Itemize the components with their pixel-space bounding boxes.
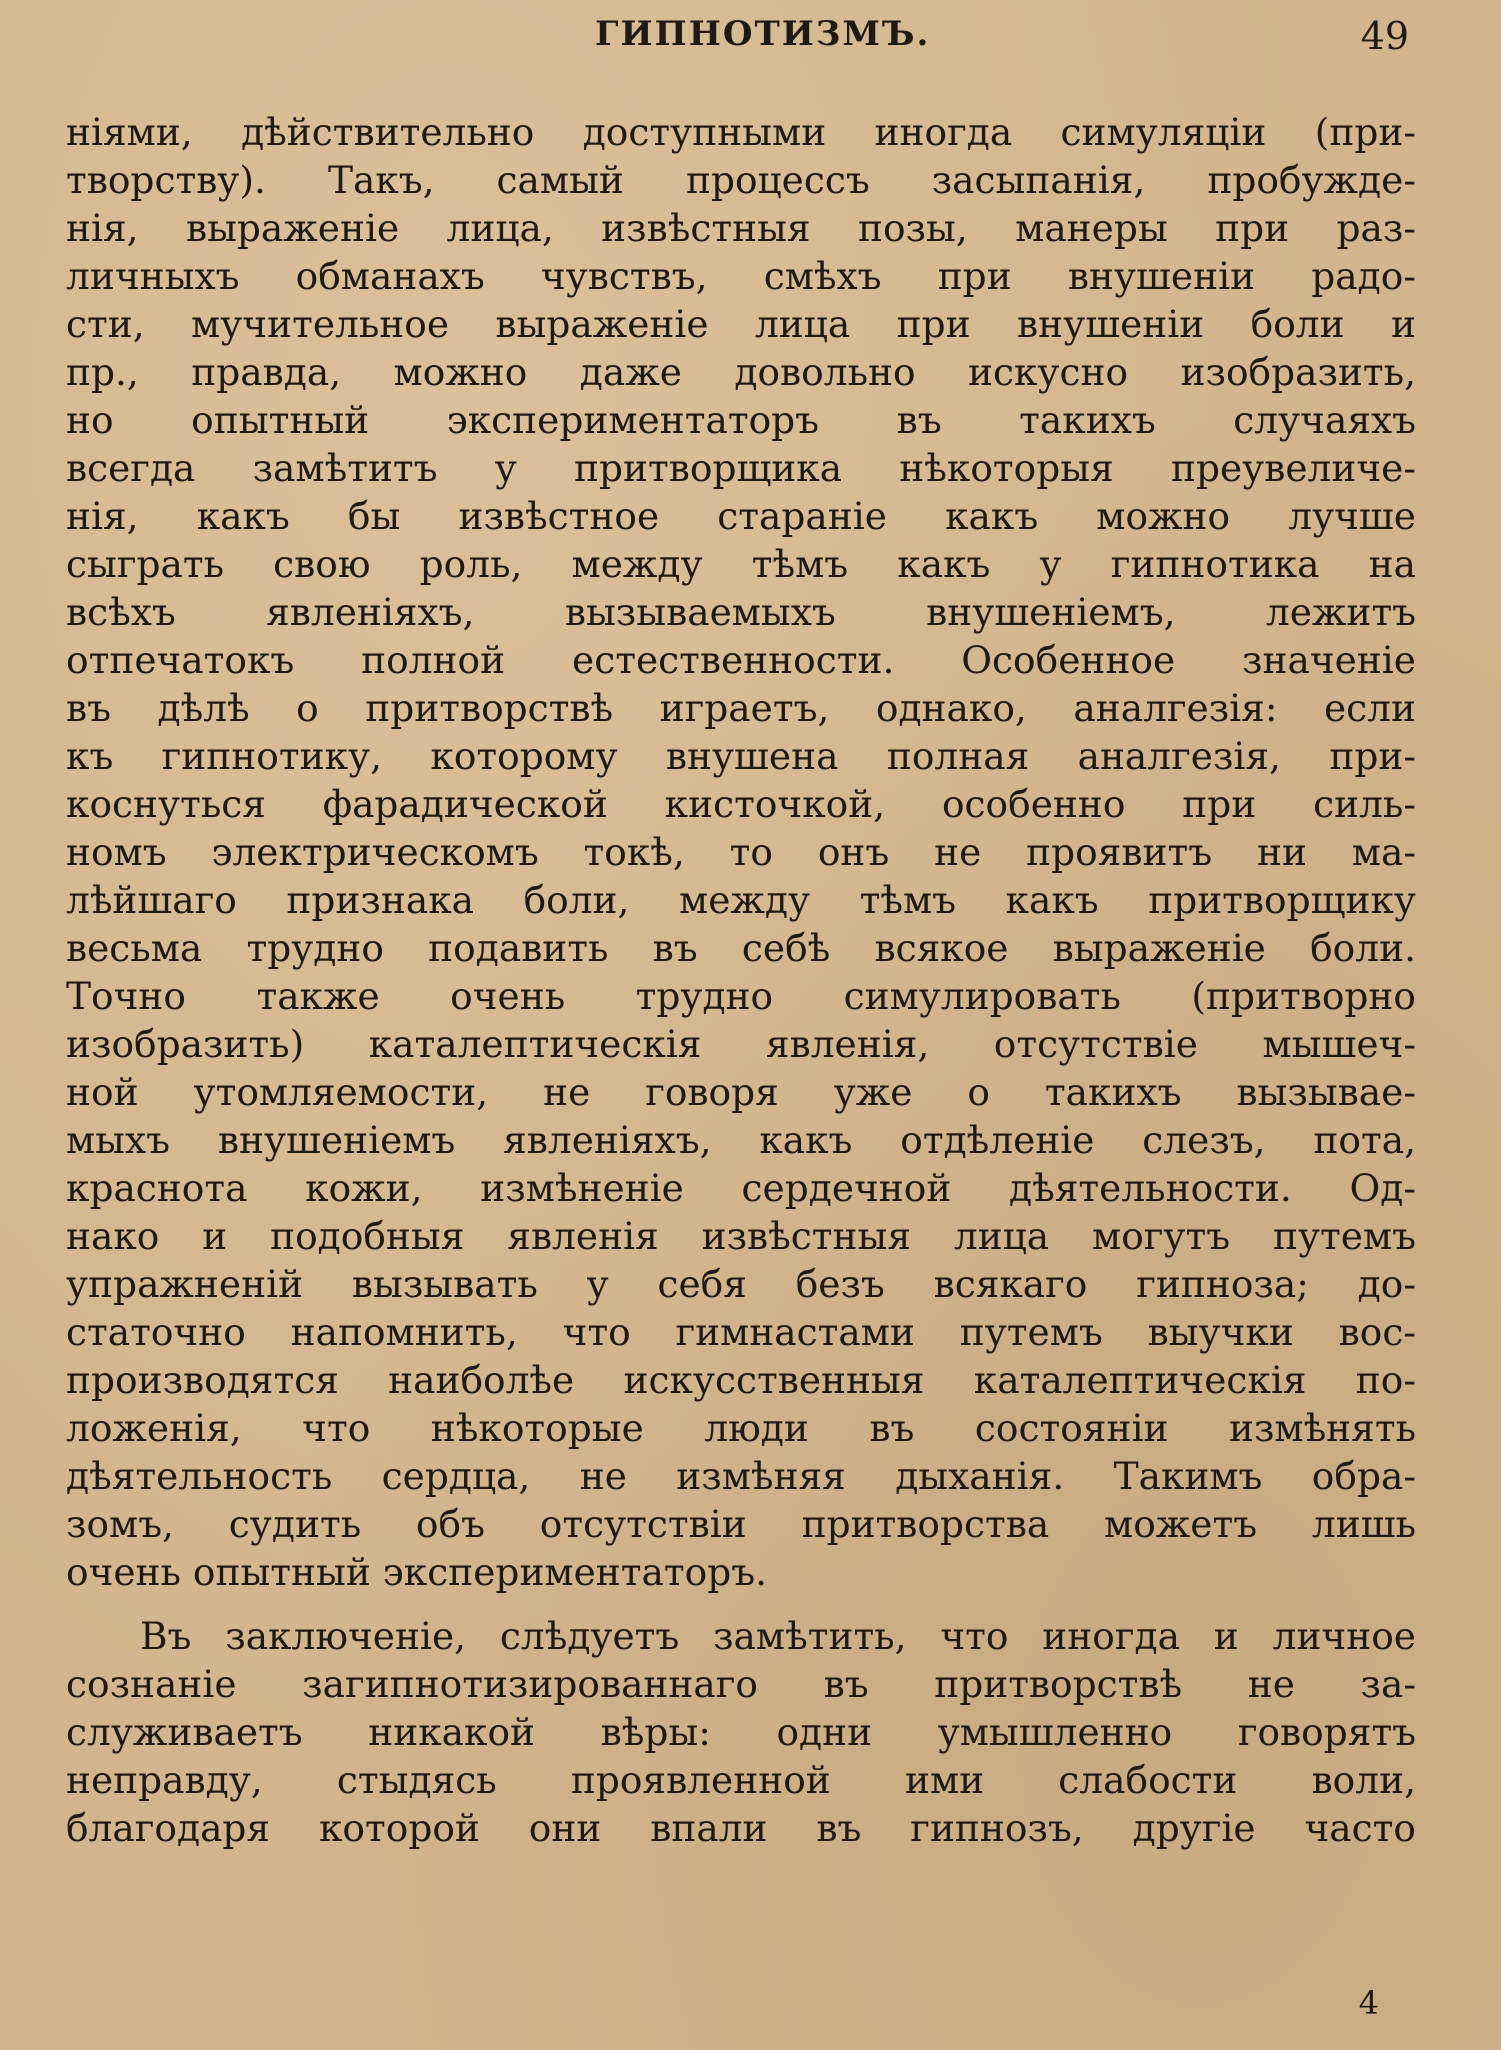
text-line: лѣйшаго признака боли, между тѣмъ какъ притворщику bbox=[66, 878, 1416, 922]
text-line: всѣхъ явленіяхъ, вызываемыхъ внушеніемъ, лежитъ bbox=[66, 590, 1416, 634]
text-line: всегда замѣтитъ у притворщика нѣкоторыя преувеличе- bbox=[66, 446, 1416, 490]
text-line: ніями, дѣйствительно доступными иногда симуляціи (при- bbox=[66, 110, 1416, 154]
main-text bbox=[66, 108, 1416, 1852]
text-line: пр., правда, можно даже довольно искусно изобразить, bbox=[66, 350, 1416, 394]
text-line: неправду, стыдясь проявленной ими слабости воли, bbox=[66, 1758, 1416, 1802]
text-line: сознаніе загипнотизированнаго въ притворствѣ не за- bbox=[66, 1662, 1416, 1706]
text-line: личныхъ обманахъ чувствъ, смѣхъ при внушеніи радо- bbox=[66, 254, 1416, 298]
text-line: благодаря которой они впали въ гипнозъ, другіе часто bbox=[66, 1806, 1416, 1850]
text-line: въ дѣлѣ о притворствѣ играетъ, однако, аналгезія: если bbox=[66, 686, 1416, 730]
text-line: мыхъ внушеніемъ явленіяхъ, какъ отдѣленіе слезъ, пота, bbox=[66, 1118, 1416, 1162]
text-line: нія, какъ бы извѣстное стараніе какъ можно лучше bbox=[66, 494, 1416, 538]
text-line: зомъ, судить объ отсутствіи притворства можетъ лишь bbox=[66, 1502, 1416, 1546]
signature-mark: 4 bbox=[1358, 1984, 1379, 2022]
text-line: изобразить) каталептическія явленія, отсутствіе мышеч- bbox=[66, 1022, 1416, 1066]
text-line: очень опытный экспериментаторъ. bbox=[66, 1550, 768, 1594]
text-line: весьма трудно подавить въ себѣ всякое выраженіе боли. bbox=[66, 926, 1416, 970]
paragraph-1 bbox=[66, 108, 1416, 1596]
text-line: сыграть свою роль, между тѣмъ какъ у гипнотика на bbox=[66, 542, 1416, 586]
page-number: 49 bbox=[1360, 14, 1409, 58]
text-line: но опытный экспериментаторъ въ такихъ случаяхъ bbox=[66, 398, 1416, 442]
text-line: сти, мучительное выраженіе лица при внушеніи боли и bbox=[66, 302, 1416, 346]
running-title: ГИПНОТИЗМЪ. bbox=[595, 14, 931, 54]
text-line: Точно также очень трудно симулировать (притворно bbox=[66, 974, 1416, 1018]
text-line: статочно напомнить, что гимнастами путемъ выучки вос- bbox=[66, 1310, 1416, 1354]
text-line: отпечатокъ полной естественности. Особенное значеніе bbox=[66, 638, 1416, 682]
text-line: упражненій вызывать у себя безъ всякаго гипноза; до- bbox=[66, 1262, 1416, 1306]
paragraph-gap bbox=[66, 1596, 1416, 1612]
text-line: коснуться фарадической кисточкой, особенно при силь- bbox=[66, 782, 1416, 826]
text-line: служиваетъ никакой вѣры: одни умышленно говорятъ bbox=[66, 1710, 1416, 1754]
text-line: творству). Такъ, самый процессъ засыпанія, пробужде- bbox=[66, 158, 1416, 202]
text-line: краснота кожи, измѣненіе сердечной дѣятельности. Од- bbox=[66, 1166, 1416, 1210]
text-line: ной утомляемости, не говоря уже о такихъ вызывае- bbox=[66, 1070, 1416, 1114]
text-line: нія, выраженіе лица, извѣстныя позы, манеры при раз- bbox=[66, 206, 1416, 250]
text-line: дѣятельность сердца, не измѣняя дыханія. Такимъ обра- bbox=[66, 1454, 1416, 1498]
text-line: Въ заключеніе, слѣдуетъ замѣтить, что иногда и личное bbox=[140, 1614, 1416, 1658]
text-line: ложенія, что нѣкоторые люди въ состояніи измѣнять bbox=[66, 1406, 1416, 1450]
text-line: производятся наиболѣе искусственныя каталептическія по- bbox=[66, 1358, 1416, 1402]
text-line: номъ электрическомъ токѣ, то онъ не проявитъ ни ма- bbox=[66, 830, 1416, 874]
paragraph-2 bbox=[66, 1612, 1416, 1852]
text-line: нако и подобныя явленія извѣстныя лица могутъ путемъ bbox=[66, 1214, 1416, 1258]
text-line: къ гипнотику, которому внушена полная аналгезія, при- bbox=[66, 734, 1416, 778]
